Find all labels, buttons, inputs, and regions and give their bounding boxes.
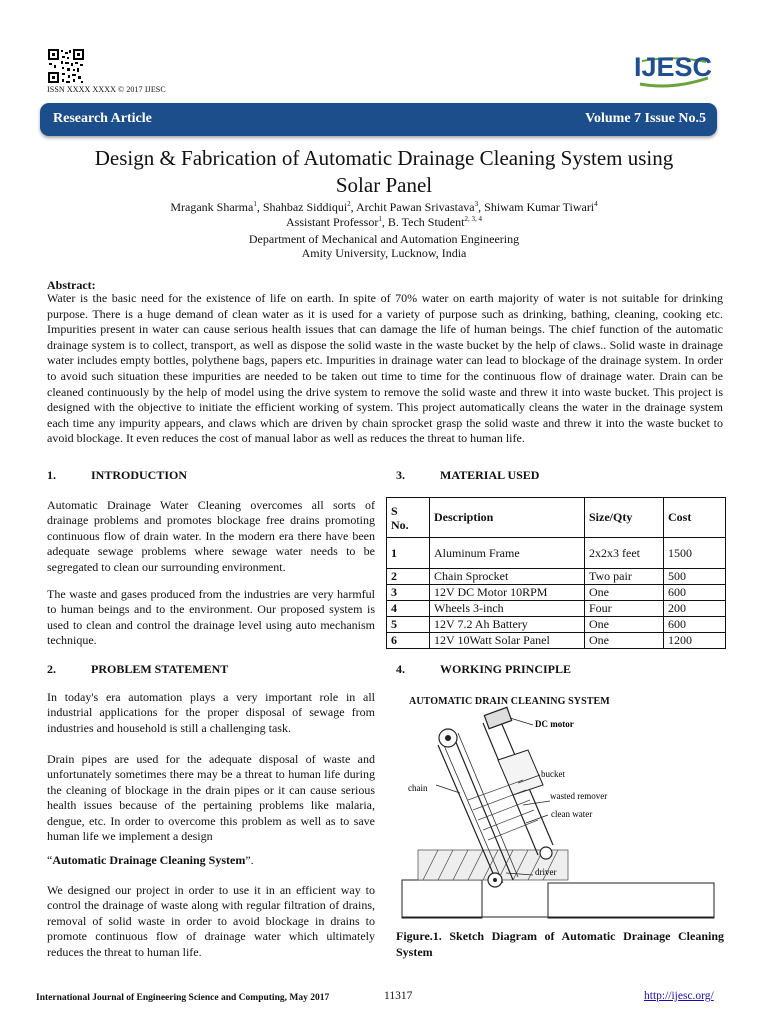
department: Department of Mechanical and Automation Engineering [248,232,520,246]
table-row [387,538,726,569]
role-name: , B. Tech Student [381,215,465,229]
author-name: , Shiwam Kumar Tiwari [478,200,595,214]
logo-text: IJESC [634,52,713,82]
section-number: 1. [47,468,56,482]
table-row [387,585,726,601]
page-number: 11317 [384,990,413,1002]
intro-paragraph-1: Automatic Drainage Water Cleaning overcomes all sorts of drainage problems and promotes blockage free drains promoting continuous flow of drain water. In the modern era there have been adequate sewage problems where sewage water needs to be segregated to clean our surrounding environment. [47,498,375,574]
cell-sno: 4 [387,601,430,617]
quote-close: ”. [245,853,254,867]
label-wasted-remover: wasted remover [550,791,608,801]
footer-journal: International Journal of Engineering Science and Computing, May 2017 [36,993,330,1003]
cell-size: One [585,585,664,601]
section-number: 2. [47,662,56,676]
abstract-text: Water is the basic need for the existence of life on earth. In spite of 70% water on earth majority of water is not suitable for drinking purpose. There is a huge demand of clean water as it is used for a variety of purpose such as drinking, bathing, cleaning, cooking etc. Impurities present in water can cause serious health issues that can damage the life of human beings. The chief function of the automatic drainage system is to collect, transport, as well as dispose the solid waste in the waste bucket by the help of claws.. Solid waste in drainage water includes empty bottles, polythene bags, papers etc. Impurities in drainage water can lead to blockage of the drainage system. In order to avoid such situation these impurities are needed to be taken out time to time for the continuous flow of drainage water. Drain can be cleaned continuously by the help of model using the drive system to remove the solid waste and threw it into waste bucket. This project is designed with the objective to initiate the efficient working of system. This project automatically cleans the water in the drainage system each time any impurity appears, and claws which are driven by chain sprocket grasp the solid waste and threw it into the waste bucket to avoid blockage. It even reduces the cost of manual labor as well as reduces the threat to human life. [47,291,723,446]
cell-cost: 1200 [664,633,726,649]
quote-open: “ [47,853,53,867]
section-title: WORKING PRINCIPLE [440,662,572,676]
issn-line: ISSN XXXX XXXX © 2017 IJESC [47,85,166,94]
abstract-heading: Abstract: [47,278,96,292]
section-title: INTRODUCTION [91,468,188,482]
label-bucket: bucket [541,769,565,779]
cell-description: Chain Sprocket [430,569,585,585]
section-number: 3. [396,468,405,482]
cell-sno: 2 [387,569,430,585]
author-affil: 4 [594,200,598,208]
author-name: , Shahbaz Siddiqui [256,200,348,214]
label-driver: driver [535,867,557,877]
cell-cost: 200 [664,601,726,617]
problem-paragraph-4: We designed our project in order to use it in an efficient way to control the drainage of waste along with regular filtration of drains, removal of solid waste in order to avoid blockage in drains to promote continuous flow of drainage water which ultimately reduces the threat to human life. [47,883,375,959]
article-banner [40,103,717,136]
section-heading-introduction [47,468,375,483]
column-header-size: Size/Qty [585,498,664,538]
column-header-cost: Cost [664,498,726,538]
university: Amity University, Lucknow, India [301,246,467,260]
ground-left-block [402,880,482,918]
table-row [387,601,726,617]
paper-title-line2: Solar Panel [335,173,433,197]
problem-paragraph-3 [47,853,375,868]
journal-logo [632,52,712,92]
paper-title [40,145,728,199]
qr-code-icon [47,48,85,84]
ground-right-block [548,883,714,918]
table-row [387,617,726,633]
table-row [387,633,726,649]
cell-description: 12V DC Motor 10RPM [430,585,585,601]
cell-cost: 1500 [664,538,726,569]
problem-paragraph-2: Drain pipes are used for the adequate disposal of waste and unfortunately sometimes there may be a threat to human life during the cleaning of blockage in the drain pipes or it can cause serious health issues because of the pertaining problems like malaria, dengue, etc. In order to overcome this problem as well as to save human life we implement a design [47,752,375,844]
right-wheel [540,847,552,859]
cell-cost: 500 [664,569,726,585]
cell-size: Four [585,601,664,617]
sno-header-line: No. [391,517,409,532]
cell-sno: 1 [387,538,430,569]
paper-title-line1: Design & Fabrication of Automatic Drainage Cleaning System using [94,146,674,170]
cell-description: 12V 7.2 Ah Battery [430,617,585,633]
label-dc-motor: DC motor [535,719,574,729]
author-affil: 2 [347,200,351,208]
intro-paragraph-2: The waste and gases produced from the industries are very harmful to human beings and to the environment. Our proposed system is used to clean and control the drainage level using auto mechanism technique. [47,587,375,648]
cell-sno: 3 [387,585,430,601]
drain-cleaner-sketch [398,705,716,920]
label-chain: chain [408,783,428,793]
system-name: Automatic Drainage Cleaning System [52,853,246,867]
column-header-description: Description [430,498,585,538]
author-affil: 3 [474,200,479,208]
bucket [498,750,543,795]
journal-link[interactable]: http://ijesc.org/ [644,990,714,1002]
sno-header-line: S [391,503,398,518]
cell-description: Aluminum Frame [430,538,585,569]
role-affil: 2, 3, 4 [464,215,482,223]
label-clean-water: clean water [551,809,593,819]
volume-issue: Volume 7 Issue No.5 [585,111,706,126]
cell-sno: 6 [387,633,430,649]
author-name: , Archit Pawan Srivastava [350,200,475,214]
table-header-row [387,498,726,538]
cell-description: Wheels 3-inch [430,601,585,617]
figure-caption: Figure.1. Sketch Diagram of Automatic Drainage Cleaning System [396,929,724,959]
section-title: PROBLEM STATEMENT [91,662,229,676]
cell-size: 2x2x3 feet [585,538,664,569]
materials-table [386,497,726,649]
role-affil: 1 [378,215,382,223]
cell-sno: 5 [387,617,430,633]
cell-cost: 600 [664,585,726,601]
author-affil: 1 [253,200,257,208]
cell-size: One [585,633,664,649]
figure-title: AUTOMATIC DRAIN CLEANING SYSTEM [409,696,610,707]
dc-motor [484,707,511,728]
problem-paragraph-1: In today's era automation plays a very important role in all industrial applications for the proper disposal of sewage from industries and household is still a challenging task. [47,690,375,735]
section-heading-materials [396,468,539,483]
author-name: Mragank Sharma [170,200,254,214]
column-header-sno [387,498,430,538]
section-heading-working [396,662,571,677]
author-roles [40,215,728,230]
cell-size: Two pair [585,569,664,585]
cell-cost: 600 [664,617,726,633]
role-name: Assistant Professor [286,215,379,229]
table-row [387,569,726,585]
section-heading-problem [47,662,375,677]
cell-description: 12V 10Watt Solar Panel [430,633,585,649]
author-list [40,200,728,215]
cell-size: One [585,617,664,633]
article-type: Research Article [53,111,152,126]
section-title: MATERIAL USED [440,468,540,482]
section-number: 4. [396,662,405,676]
